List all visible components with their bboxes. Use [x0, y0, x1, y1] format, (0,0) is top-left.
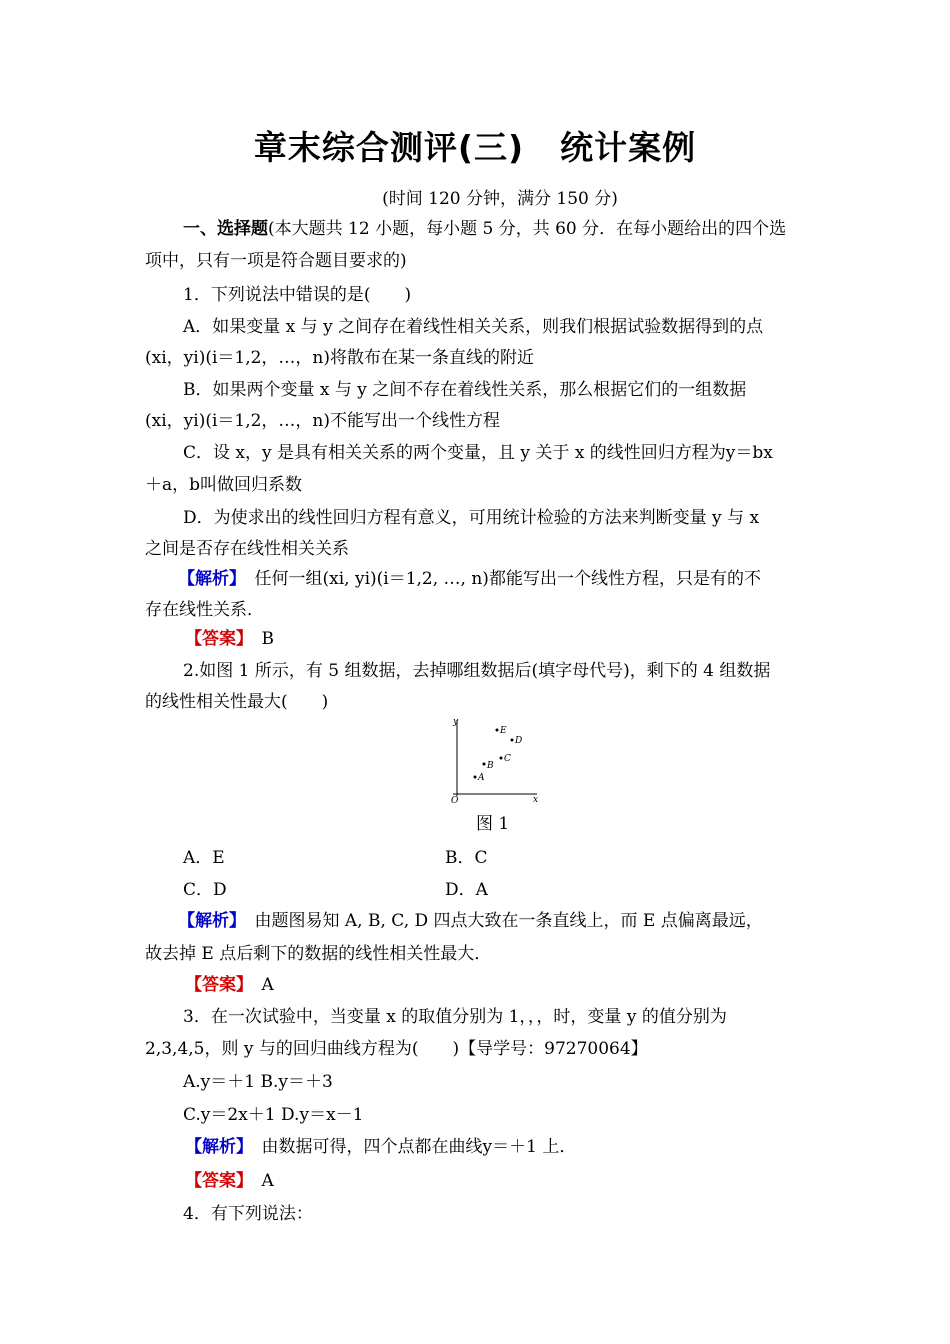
q1-analysis-cont: 存在线性关系．: [145, 600, 264, 620]
origin-label: O: [451, 796, 459, 804]
x-axis-label: x: [533, 795, 539, 804]
q3-answer: 【答案】 A: [185, 1171, 274, 1191]
q1-option-b: B．如果两个变量 x 与 y 之间不存在着线性关系，那么根据它们的一组数据: [183, 380, 747, 400]
q1-option-a-cont: (xi，yi)(i＝1,2，…，n)将散布在某一条直线的附近: [145, 348, 535, 368]
q2-option-a: A．E: [183, 848, 225, 868]
q3-stem-cont: 2,3,4,5，则 y 与的回归曲线方程为( )【导学号：97270064】: [145, 1039, 648, 1059]
q1-option-a: A．如果变量 x 与 y 之间存在着线性相关关系，则我们根据试验数据得到的点: [183, 317, 764, 337]
point-e-label: E: [500, 726, 507, 736]
q2-option-b: B．C: [445, 848, 488, 868]
q3-options-2: C.y＝2x＋1 D.y＝x－1: [183, 1105, 364, 1125]
q1-answer: 【答案】 B: [185, 629, 274, 649]
q1-stem: 1．下列说法中错误的是( ): [183, 285, 412, 305]
scatter-figure: [445, 714, 545, 804]
q3-analysis: 【解析】 由数据可得，四个点都在曲线y＝＋1 上．: [185, 1137, 577, 1157]
q4-stem: 4．有下列说法：: [183, 1204, 313, 1224]
q1-option-d: D．为使求出的线性回归方程有意义，可用统计检验的方法来判断变量 y 与 x: [183, 508, 760, 528]
point-e: [496, 729, 499, 732]
q1-analysis: 【解析】 任何一组(xi, yi)(i＝1,2, …, n)都能写出一个线性方程，只是有的不: [178, 569, 761, 589]
q2-stem: 2.如图 1 所示，有 5 组数据，去掉哪组数据后(填字母代号)，剩下的 4 组数据: [183, 661, 771, 681]
q2-stem-cont: 的线性相关性最大( ): [145, 692, 329, 712]
q2-option-c: C．D: [183, 880, 227, 900]
q2-analysis-cont: 故去掉 E 点后剩下的数据的线性相关性最大．: [145, 944, 492, 964]
point-a: [474, 776, 477, 779]
figure-caption: 图 1: [476, 814, 510, 834]
q3-stem: 3．在一次试验中，当变量 x 的取值分别为 1，，，时，变量 y 的值分别为: [183, 1007, 727, 1027]
q1-option-b-cont: (xi，yi)(i＝1,2，…，n)不能写出一个线性方程: [145, 411, 501, 431]
y-axis-label: y: [453, 717, 459, 727]
q2-option-d: D．A: [445, 880, 488, 900]
section-desc: 项中，只有一项是符合题目要求的): [145, 251, 407, 271]
point-c: [500, 757, 503, 760]
q1-option-c: C．设 x，y 是具有相关关系的两个变量，且 y 关于 x 的线性回归方程为y＝bx: [183, 443, 773, 463]
point-b-label: B: [487, 761, 494, 771]
q1-option-d-cont: 之间是否存在线性相关关系: [145, 539, 349, 559]
point-b: [483, 763, 486, 766]
q2-analysis: 【解析】 由题图易知 A, B, C, D 四点大致在一条直线上，而 E 点偏离最远，: [178, 911, 763, 931]
point-d-label: D: [515, 736, 523, 746]
q1-option-c-cont: ＋a，b叫做回归系数: [145, 475, 303, 495]
time-note: (时间 120 分钟，满分 150 分): [382, 189, 618, 209]
section-heading: 一、选择题(本大题共 12 小题，每小题 5 分，共 60 分．在每小题给出的四个选: [183, 219, 787, 239]
q3-options-1: A.y＝＋1 B.y＝＋3: [183, 1072, 333, 1092]
point-d: [511, 739, 514, 742]
page-title: 章末综合测评(三) 统计案例: [253, 128, 697, 167]
point-a-label: A: [478, 773, 485, 783]
point-c-label: C: [504, 754, 511, 764]
q2-answer: 【答案】 A: [185, 975, 274, 995]
